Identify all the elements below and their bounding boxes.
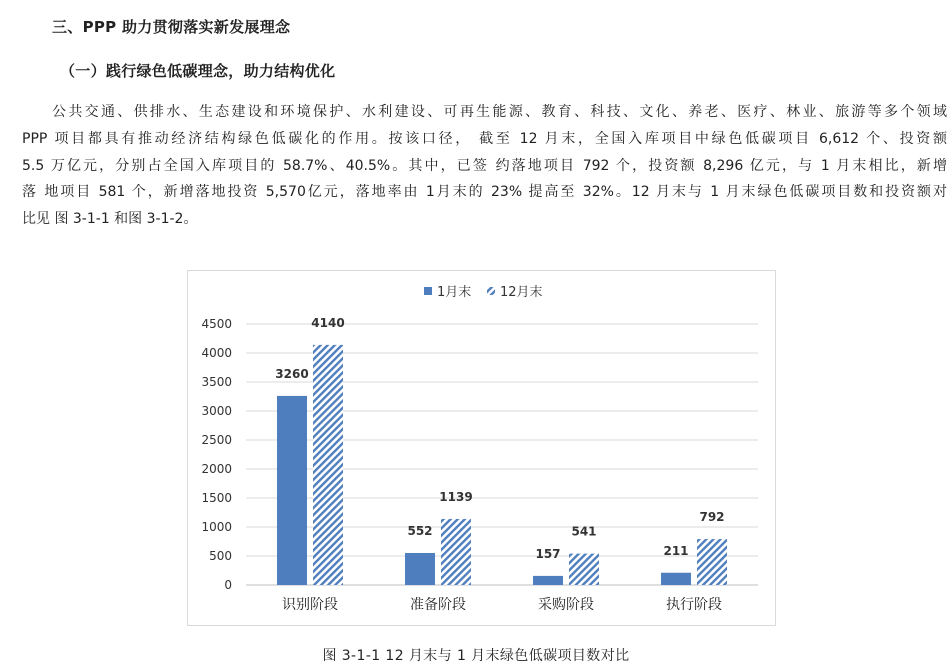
data-label: 4140 <box>311 315 345 330</box>
bar-jan <box>405 553 435 585</box>
y-tick-label: 500 <box>209 549 232 563</box>
category-label: 识别阶段 <box>282 597 338 613</box>
data-label: 1139 <box>439 489 473 504</box>
bars <box>277 345 727 585</box>
paragraph-line: PPP 项目都具有推动经济结构绿色低碳化的作用。按该口径， 截至 12 月末，全国入库项目中绿色低碳项目 6,612 个、投资额 <box>22 130 947 147</box>
y-tick-label: 1000 <box>201 520 232 534</box>
data-label: 792 <box>699 510 725 525</box>
y-tick-label: 3000 <box>201 404 232 418</box>
paragraph-line: 比见 图 3-1-1 和图 3-1-2。 <box>22 211 198 228</box>
legend-label: 12月末 <box>500 285 543 300</box>
data-label: 3260 <box>275 366 309 381</box>
bar-chart <box>188 271 775 625</box>
bar-dec <box>313 345 343 585</box>
y-tick-label: 2500 <box>201 433 232 447</box>
y-tick-label: 4000 <box>201 346 232 360</box>
bar-dec <box>697 539 727 585</box>
bar-jan <box>533 576 563 585</box>
data-label: 552 <box>407 523 433 538</box>
legend-label: 1月末 <box>437 285 472 300</box>
data-label: 157 <box>535 546 561 561</box>
paragraph-line: 公共交通、供排水、生态建设和环境保护、水利建设、可再生能源、教育、科技、文化、养老、医疗、林业、旅游等多个领域 <box>52 104 947 120</box>
y-tick-label: 2000 <box>201 462 232 476</box>
body-paragraph <box>22 99 947 233</box>
category-label: 准备阶段 <box>410 597 466 613</box>
y-tick-label: 0 <box>224 578 232 592</box>
bar-jan <box>277 396 307 585</box>
legend-swatch <box>487 287 495 295</box>
paragraph-line: 落 地项目 581 个，新增落地投资 5,570亿元，落地率由 1月末的 23% 提高至 32%。12 月末与 1 月末绿色低碳项目数和投资额对 <box>22 184 947 201</box>
legend <box>424 284 543 300</box>
chart-frame <box>187 270 776 626</box>
subsection-heading: （一）践行绿色低碳理念，助力结构优化 <box>60 62 336 80</box>
y-tick-label: 3500 <box>201 375 232 389</box>
bar-dec <box>441 519 471 585</box>
section-heading: 三、PPP 助力贯彻落实新发展理念 <box>52 18 291 36</box>
y-tick-label: 1500 <box>201 491 232 505</box>
category-label: 执行阶段 <box>666 597 722 613</box>
y-tick-label: 4500 <box>201 317 232 331</box>
paragraph-line: 5.5 万亿元，分别占全国入库项目的 58.7%、40.5%。其中，已签 约落地项目 792 个，投资额 8,296 亿元，与 1 月末相比，新增 <box>22 157 947 174</box>
legend-swatch <box>424 287 432 295</box>
figure-caption: 图 3-1-1 12 月末与 1 月末绿色低碳项目数对比 <box>322 648 630 664</box>
x-axis <box>282 596 722 613</box>
data-label: 541 <box>571 524 597 539</box>
data-label: 211 <box>663 543 689 558</box>
category-label: 采购阶段 <box>538 597 594 613</box>
bar-dec <box>569 554 599 585</box>
bar-jan <box>661 573 691 585</box>
